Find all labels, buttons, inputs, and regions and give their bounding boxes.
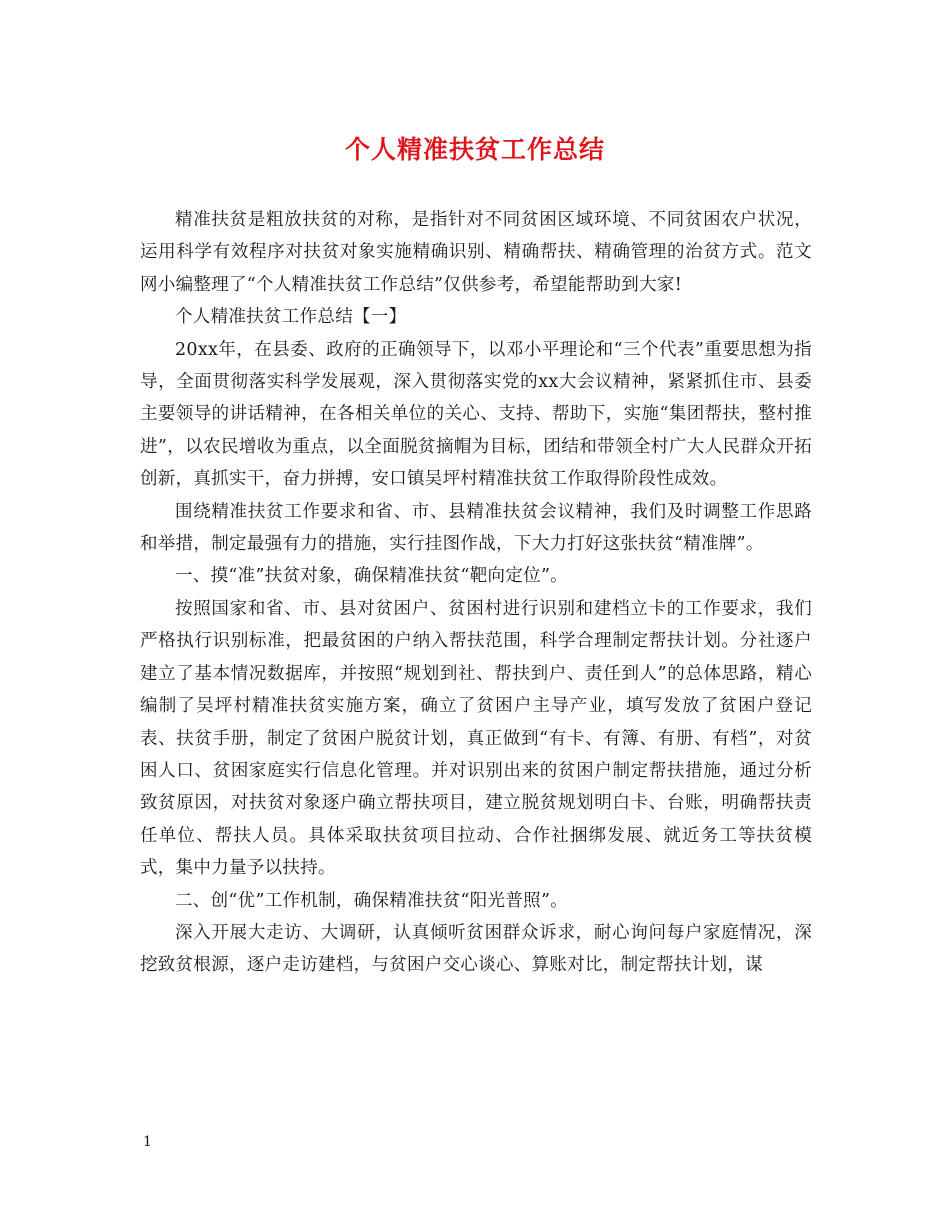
document-title: 个人精准扶贫工作总结 xyxy=(344,135,605,164)
subheading-two: 二、创“优”工作机制，确保精准扶贫“阳光普照”。 xyxy=(175,890,568,911)
page-number: 1 xyxy=(143,1134,152,1150)
subheading-one: 一、摸“准”扶贫对象，确保精准扶贫“靶向定位”。 xyxy=(175,566,568,587)
paragraph-intro: 精准扶贫是粗放扶贫的对称，是指针对不同贫困区域环境、不同贫困农户状况，运用科学有效程序对扶贫对象实施精确识别、精确帮扶、精确管理的治贫方式。范文网小编整理了“个人精准扶贫工作总结”仅供参考，希望能帮助到大家! xyxy=(140,210,812,295)
paragraph-identification: 按照国家和省、市、县对贫困户、贫困村进行识别和建档立卡的工作要求，我们严格执行识别标准，把最贫困的户纳入帮扶范围，科学合理制定帮扶计划。分社逐户建立了基本情况数据库，并按照“规划到社、帮扶到户、责任到人”的总体思路，精心编制了吴坪村精准扶贫实施方案，确立了贫困户主导产业，填写发放了贫困户登记表、扶贫手册，制定了贫困户脱贫计划，真正做到“有卡、有簿、有册、有档”，对贫困人口、贫困家庭实行信息化管理。并对识别出来的贫困户制定帮扶措施，通过分析致贫原因，对扶贫对象逐户确立帮扶项目，建立脱贫规划明白卡、台账，明确帮扶责任单位、帮扶人员。具体采取扶贫项目拉动、合作社捆绑发展、就近务工等扶贫模式，集中力量予以扶持。 xyxy=(140,598,812,879)
paragraph-overview: 20xx年，在县委、政府的正确领导下，以邓小平理论和“三个代表”重要思想为指导，全面贯彻落实科学发展观，深入贯彻落实党的xx大会议精神，紧紧抓住市、县委主要领导的讲话精神，在各相关单位的关心、支持、帮助下，实施“集团帮扶，整村推进”，以农民增收为重点，以全面脱贫摘帽为目标，团结和带领全村广大人民群众开拓创新，真抓实干，奋力拼搏，安口镇吴坪村精准扶贫工作取得阶段性成效。 xyxy=(140,339,812,490)
section-heading-one: 个人精准扶贫工作总结【一】 xyxy=(175,307,407,328)
paragraph-visits: 深入开展大走访、大调研，认真倾听贫困群众诉求，耐心询问每户家庭情况，深挖致贫根源，逐户走访建档，与贫困户交心谈心、算账对比，制定帮扶计划，谋 xyxy=(140,922,812,976)
paragraph-approach: 围绕精准扶贫工作要求和省、市、县精准扶贫会议精神，我们及时调整工作思路和举措，制定最强有力的措施，实行挂图作战，下大力打好这张扶贫“精准牌”。 xyxy=(140,501,812,555)
document-body xyxy=(140,204,812,982)
